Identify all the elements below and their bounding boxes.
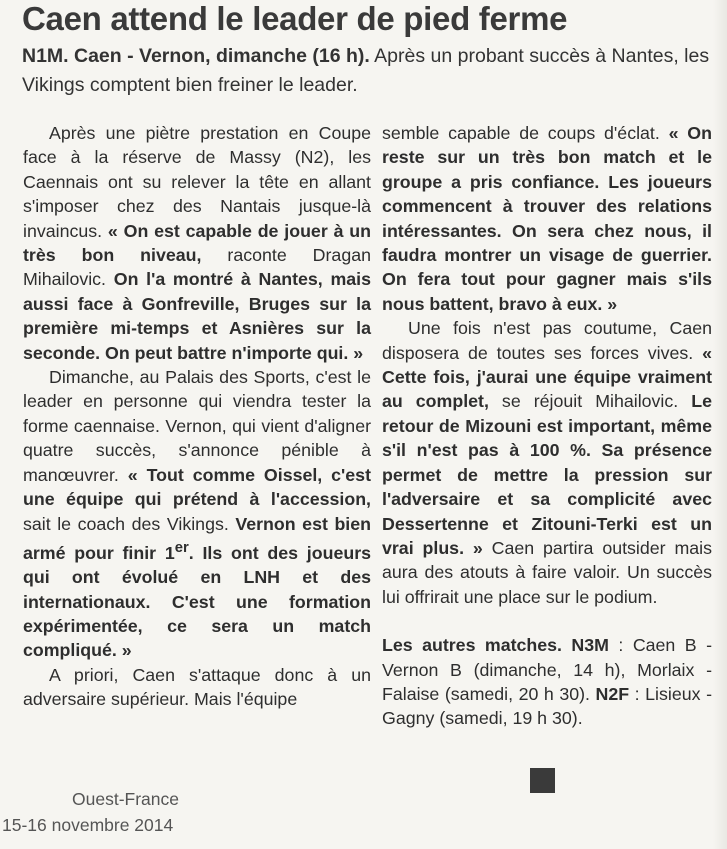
text-run: Caen partira outsider mais aura des atouts à faire valoir. Un succès lui offrirait une place sur le podium. [382, 537, 712, 607]
text-run: semble capable de coups d'éclat. [382, 123, 669, 143]
text-run: se réjouit Mihailovic. [488, 391, 692, 412]
text-run: : Caen B - Vernon B (dimanche, 14 h), Morlaix - Falaise (samedi, 20 h 30). [382, 635, 712, 704]
quote-run: « Tout comme Oissel, c'est une équipe qui prétend à l'accession, [23, 464, 371, 510]
other-matches-label: Les autres matches. N3M [382, 635, 609, 656]
quote-run: . Ils ont des joueurs qui ont évolué en LNH et des internationaux. C'est une formation expérimentée, ce sera un match compliqué. » [23, 542, 371, 661]
quote-run: On l'a montré à Nantes, mais aussi face à Gonfreville, Bruges sur la première mi-temps et Asnières sur la seconde. On peut battre n'importe qui. » [23, 269, 371, 363]
kicker-text: Après un probant succès à Nantes, les Vikings comptent bien freiner le leader. [22, 45, 710, 96]
headline: Caen attend le leader de pied ferme [22, 0, 568, 37]
text-run: sait le coach des Vikings. [23, 513, 236, 534]
publication-date: 15-16 novembre 2014 [2, 815, 174, 835]
column-left [23, 121, 371, 712]
text-run: Dimanche, au Palais des Sports, c'est le leader en personne qui viendra tester la forme caennaise. Vernon, qui vient d'aligner quatre succès, s'annonce pénible à manœuvrer. [23, 367, 371, 485]
source-name: Ouest-France [72, 789, 179, 809]
paragraph [23, 365, 371, 663]
paragraph [382, 316, 712, 609]
kicker [22, 42, 712, 100]
spacer [382, 609, 712, 633]
quote-run: « Cette fois, j'aurai une équipe vraiment au complet, [382, 342, 712, 412]
kicker-lead: N1M. Caen - Vernon, dimanche (16 h). [22, 45, 370, 67]
quote-run: « On reste sur un très bon match et le groupe a pris confiance. Les joueurs commencent à trouver des relations intéressantes. On sera chez nous, il faudra montrer un visage de guerrier. On fera tout pour gagner mais s'ils nous battent, bravo à eux. » [382, 123, 712, 314]
text-run: Une fois n'est pas coutume, Caen disposera de toutes ses forces vives. [382, 318, 712, 363]
quote-run: Vernon est bien armé pour finir 1 [23, 513, 371, 563]
text-run: Après une piètre prestation en Coupe face à la réserve de Massy (N2), les Caennais ont su relever la tête en allant s'imposer chez des Nantais jusque-là invaincus. [23, 123, 371, 241]
column-right [382, 121, 712, 731]
end-mark-square [530, 768, 555, 793]
paragraph: A priori, Caen s'attaque donc à un adversaire supérieur. Mais l'équipe [23, 664, 371, 710]
quote-run: Le retour de Mizouni est important, même s'il n'est pas à 100 %. Sa présence permet de mettre la pression sur l'adversaire et sa complicité avec Dessertenne et Zitouni-Terki est un vrai plus. » [382, 391, 712, 558]
text-run: : Lisieux - Gagny (samedi, 19 h 30). [382, 683, 712, 729]
paper-edge [713, 0, 727, 849]
text-run: raconte Dragan Mihailovic. [23, 245, 371, 290]
paragraph [23, 121, 371, 365]
other-matches [382, 633, 712, 731]
superscript: er [174, 539, 189, 556]
quote-run: « On est capable de jouer à un très bon niveau, [23, 220, 372, 266]
league-label: N2F [595, 683, 630, 704]
paragraph [382, 121, 712, 316]
